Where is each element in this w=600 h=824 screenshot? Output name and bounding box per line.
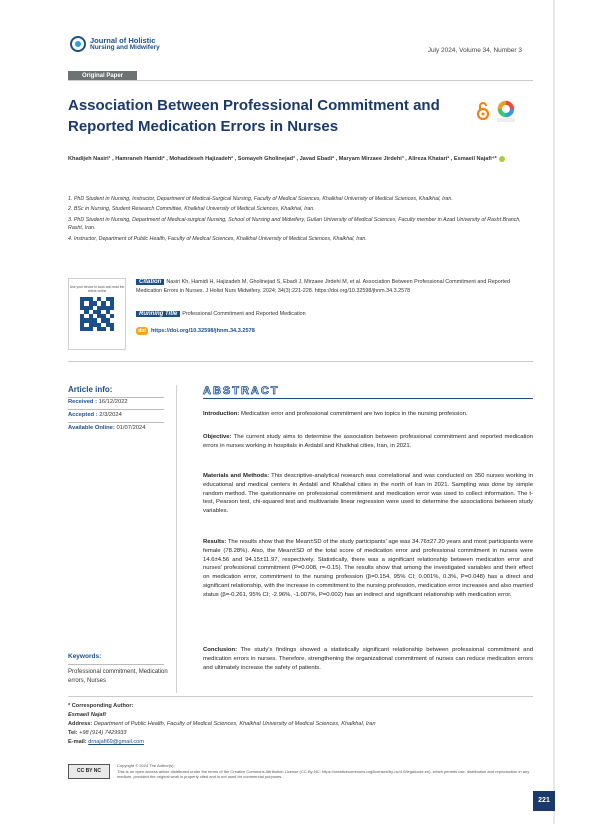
divider <box>68 696 533 697</box>
keywords-text: Professional commitment, Medication errors, Nurses <box>68 669 168 684</box>
paper-title: Association Between Professional Commitment and Reported Medication Errors in Nurses <box>68 97 440 135</box>
divider <box>68 422 164 423</box>
running-title-text: Professional Commitment and Reported Medication <box>182 311 306 317</box>
abstract-objective: Objective: The current study aims to determine the association between professional commitment and reported medication errors in nurses working in hospitals in Ardabil and Khalkhal cities, Iran, in 2021. <box>203 434 533 449</box>
abstract-underline <box>203 398 533 399</box>
orcid-icon[interactable] <box>499 156 505 162</box>
qr-caption: Use your device to scan and read the article online <box>69 285 125 293</box>
journal-logo[interactable] <box>70 36 160 52</box>
journal-logo-icon <box>70 36 86 52</box>
column-divider <box>176 385 177 693</box>
corresponding-email[interactable]: drnajafi69@gmail.com <box>88 739 144 745</box>
citation-text: Nasiri Kh, Hamidi H, Hajizadeh M, Gholinejad S, Ebadi J, Mirzaee Jirdehi M, et al. Association Between Professional Commitment and Reported Medication Errors in Nurses. J Holist Nurs Midwifery. 2024; 34(3):221-228. https://doi.org/10.32598/jhnm.34.3.2578 <box>136 279 511 294</box>
divider <box>68 80 533 81</box>
accepted-date: Accepted : 2/3/2024 <box>68 412 122 418</box>
online-date: Available Online: 01/07/2024 <box>68 425 146 431</box>
corresponding-address: Department of Public Health, Faculty of Medical Sciences, Khalkhal University of Medical Sciences, Khalkhal, Iran <box>93 721 376 727</box>
affiliation: 2. BSc in Nursing, Student Research Committee, Khalkhal University of Medical Sciences, Khalkhal, Iran. <box>68 206 315 213</box>
qr-code-icon <box>80 297 114 331</box>
citation-label: Citation <box>136 279 164 285</box>
open-access-icon[interactable] <box>476 101 490 121</box>
license-text: Copyright © 2024 The Author(s); This is an open access article distributed under the terms of the Creative Commons Attribution License (CC-By-NC: https://creativecommons.org/licenses/by-nc/4.0/legalcode.en), which permits use, distribution and reproduction in any medium, provided the original work is properly cited and is not used for commercial purposes. <box>117 763 530 780</box>
page-edge <box>553 0 555 824</box>
divider <box>68 409 164 410</box>
paper-type-badge: Original Paper <box>68 71 137 81</box>
abstract-title: ABSTRACT <box>203 385 280 397</box>
journal-name-line2: Nursing and Midwifery <box>90 44 160 51</box>
qr-code-box[interactable] <box>68 278 126 350</box>
corresponding-author: * Corresponding Author: Esmaeil Najafi Address: Department of Public Health, Faculty of Medical Sciences, Khalkhal University of Medical Sciences, Khalkhal, Iran Tel: +98 (914) 7429933 E-mail: drnajafi69@gmail.com <box>68 703 376 745</box>
divider <box>68 664 164 665</box>
abstract-methods: Materials and Methods: This descriptive-analytical research was correlational and was conducted on 350 nurses working in educational and medical centers in Ardabil and Khalkhal cities in the north of Iran in 2021. Sampling was done by simple random method. The questionnaire on professional commitment and medication error was used to collect information. The t-test, Pearson test, chi-squared test and multivariate linear regression were used to determine the associations between study variables. <box>203 473 533 515</box>
issue-info: July 2024, Volume 34, Number 3 <box>427 47 522 54</box>
keywords-title: Keywords: <box>68 653 102 660</box>
abstract-results: Results: The results show that the Mean±SD of the study participants' age was 34.76±27.20 years and most participants were female (78.28%). Also, the Mean±SD of the total score of medication error and professional commitment in nurses were 14.6±4.56 and 94.15±11.97, respectively. Statistically, there was a significant relationship between medication error and nurses' professional commitment (P=0.008, r=-0.15). The results show that among the investigated variables and their effect on medication error, commitment to the nursing profession (β=0.154, 95% CI; 0.001%, 0.3%, P=0.048) has a direct and significant relationship, with the increase in commitment to the nursing profession, medication error increases and also married status (β=-0.261, 95% CI; -2.96%, -1.007%, P=0.002) has an indirect and significant relationship with medication error. <box>203 539 534 598</box>
doi-icon: doi <box>136 327 148 335</box>
journal-name-line1: Journal of Holistic <box>90 36 156 45</box>
page-number: 221 <box>533 791 555 811</box>
affiliation: 1. PhD Student in Nursing, Instructor, Department of Medical-Surgical Nursing, Faculty of Medical Sciences, Khalkhal University of Medical Sciences, Khalkhal, Iran. <box>68 196 453 202</box>
author-list: Khadijeh Nasiri¹ , Hamraneh Hamidi² , Mohaddeseh Hajizadeh² , Somayeh Gholinejad³ , Javad Ebadi² , Maryam Mirzaee Jirdehi³ , Alireza Khatari² , Esmaeil Najafi⁴* <box>68 154 533 165</box>
affiliation: 4. Instructor, Department of Public Health, Faculty of Medical Sciences, Khalkhal University of Medical Sciences, Khalkhal, Iran. <box>68 235 367 242</box>
crossmark-icon[interactable] <box>497 100 515 122</box>
corresponding-label: * Corresponding Author: <box>68 703 134 709</box>
article-info-title: Article info: <box>68 385 113 394</box>
doi-url[interactable]: https://doi.org/10.32598/jhnm.34.3.2578 <box>151 328 255 334</box>
divider <box>68 361 533 362</box>
doi-link[interactable] <box>136 327 255 335</box>
affiliation: 3. PhD Student in Nursing, Department of Medical-surgical Nursing, School of Nursing and Midwifery, Guilan University of Medical Sciences, Faculty member in Azad University of Rasht Branch, Rasht, Iran. <box>68 216 521 232</box>
running-title-label: Running Title <box>136 311 180 317</box>
abstract-conclusion: Conclusion: The study's findings showed a statistically significant relationship between professional commitment and medication errors in nurses. Therefore, strengthening the organizational commitment of nurses can reduce medication errors and ultimately increase the safety of patients. <box>203 647 533 671</box>
divider <box>68 397 164 398</box>
running-title <box>136 311 306 317</box>
abstract-introduction: Introduction: Medication error and professional commitment are two topics in the nursing profession. <box>203 411 468 417</box>
cc-license-icon[interactable]: CC BY NC <box>68 764 110 779</box>
affiliations <box>68 195 533 245</box>
corresponding-tel: +98 (914) 7429933 <box>79 730 127 736</box>
corresponding-name: Esmaeil Najafi <box>68 712 106 718</box>
citation <box>136 278 533 295</box>
received-date: Received : 16/12/2022 <box>68 399 128 405</box>
